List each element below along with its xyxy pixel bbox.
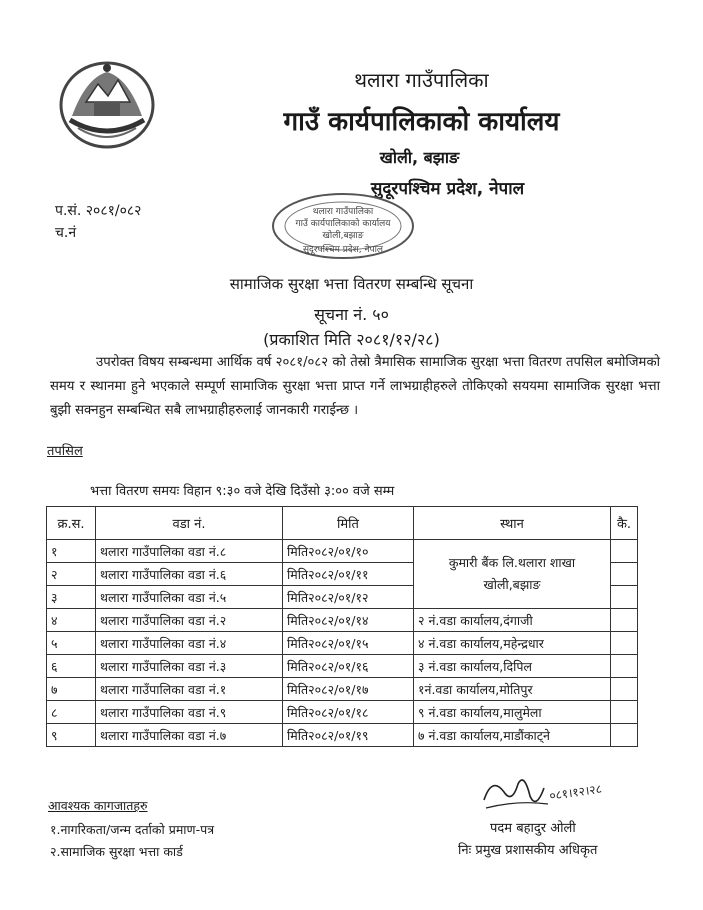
cell-place: ३ नं.वडा कार्यालय,दिपिल bbox=[414, 655, 611, 678]
col-header-date: मिति bbox=[283, 507, 414, 540]
notice-body: उपरोक्त विषय सम्बन्धमा आर्थिक वर्ष २०८१/०८२ को तेस्रो त्रैमासिक सामाजिक सुरक्षा भत्ता वितरण तपसिल बमोजिमको समय र स्थानमा हुने भएकाले सम्पूर्ण सामाजिक सुरक्षा भत्ता प्राप्त गर्ने लाभग्राहीहरुले तोकिएको सययमा सामाजिक सुरक्षा भत्ता बुझी सक्नहुन सम्बन्धित सबै लाभग्राहीहरुलाई जानकारी गराईन्छ । bbox=[50, 355, 660, 418]
cell-sn: ८ bbox=[47, 701, 96, 724]
cell-remark bbox=[611, 586, 638, 609]
cell-ward: थलारा गाउँपालिका वडा नं.२ bbox=[96, 609, 283, 632]
fiscal-year-reference: प.सं. २०८१/०८२ bbox=[55, 203, 142, 219]
cell-sn: ५ bbox=[47, 632, 96, 655]
table-row bbox=[47, 609, 638, 632]
cell-date: मिति२०८२/०१/१० bbox=[283, 540, 414, 563]
cell-date: मिति२०८२/०१/१२ bbox=[283, 586, 414, 609]
table-row bbox=[47, 678, 638, 701]
cell-place: १नं.वडा कार्यालय,मोतिपुर bbox=[414, 678, 611, 701]
distribution-schedule-table bbox=[46, 506, 638, 747]
cell-sn: ४ bbox=[47, 609, 96, 632]
signatory-name: पदम बहादुर ओली bbox=[490, 821, 576, 836]
cell-place: ९ नं.वडा कार्यालय,मालुमेला bbox=[414, 701, 611, 724]
published-date: (प्रकाशित मिति २०८१/१२/२८) bbox=[263, 330, 440, 349]
cell-remark bbox=[611, 678, 638, 701]
table-row bbox=[47, 701, 638, 724]
cell-place: ४ नं.वडा कार्यालय,महेन्द्रधार bbox=[414, 632, 611, 655]
office-location: खोली, बझाङ bbox=[379, 148, 460, 167]
merged-place-line1: कुमारी बैंक लि.थलारा शाखा bbox=[448, 555, 576, 570]
table-row bbox=[47, 540, 638, 563]
table-header-row bbox=[47, 507, 638, 540]
col-header-ward: वडा नं. bbox=[96, 507, 283, 540]
cell-ward: थलारा गाउँपालिका वडा नं.५ bbox=[96, 586, 283, 609]
province-name: सुदूरपश्चिम प्रदेश, नेपाल bbox=[370, 179, 525, 199]
handwritten-signature bbox=[478, 770, 618, 818]
cell-sn: २ bbox=[47, 563, 96, 586]
col-header-sn: क्र.स. bbox=[47, 507, 96, 540]
cell-sn: १ bbox=[47, 540, 96, 563]
svg-text:खोली,बझाङ: खोली,बझाङ bbox=[322, 231, 364, 241]
required-documents-heading: आवश्यक कागजातहरु bbox=[48, 798, 148, 813]
cell-ward: थलारा गाउँपालिका वडा नं.३ bbox=[96, 655, 283, 678]
col-header-remarks: कै. bbox=[611, 507, 638, 540]
cell-ward: थलारा गाउँपालिका वडा नं.९ bbox=[96, 701, 283, 724]
cell-ward: थलारा गाउँपालिका वडा नं.८ bbox=[96, 540, 283, 563]
cell-date: मिति२०८२/०१/१७ bbox=[283, 678, 414, 701]
required-document-item: २.सामाजिक सुरक्षा भत्ता कार्ड bbox=[50, 844, 183, 859]
cell-remark bbox=[611, 724, 638, 747]
cell-place: ७ नं.वडा कार्यालय,माडौंकाट्ने bbox=[414, 724, 611, 747]
col-header-place: स्थान bbox=[414, 507, 611, 540]
office-title: गाउँ कार्यपालिकाको कार्यालय bbox=[283, 107, 560, 137]
cell-date: मिति२०८२/०१/१५ bbox=[283, 632, 414, 655]
cell-date: मिति२०८२/०१/१६ bbox=[283, 655, 414, 678]
cell-sn: ३ bbox=[47, 586, 96, 609]
cell-sn: ७ bbox=[47, 678, 96, 701]
cell-sn: ६ bbox=[47, 655, 96, 678]
svg-text:थलारा गाउँपालिका: थलारा गाउँपालिका bbox=[312, 207, 374, 217]
schedule-heading: तपसिल bbox=[47, 444, 83, 459]
cell-remark bbox=[611, 609, 638, 632]
cell-date: मिति२०८२/०१/१८ bbox=[283, 701, 414, 724]
table-row bbox=[47, 724, 638, 747]
cell-date: मिति२०८२/०१/११ bbox=[283, 563, 414, 586]
cell-remark bbox=[611, 632, 638, 655]
signatory-title: निः प्रमुख प्रशासकीय अधिकृत bbox=[458, 843, 598, 858]
cell-date: मिति२०८२/०१/१९ bbox=[283, 724, 414, 747]
cell-sn: ९ bbox=[47, 724, 96, 747]
table-row bbox=[47, 632, 638, 655]
cell-ward: थलारा गाउँपालिका वडा नं.४ bbox=[96, 632, 283, 655]
cell-remark bbox=[611, 655, 638, 678]
dispatch-number: च.नं bbox=[55, 225, 77, 241]
merged-place-line2: खोली,बझाङ bbox=[483, 577, 541, 592]
office-stamp bbox=[268, 190, 418, 262]
cell-remark bbox=[611, 563, 638, 586]
cell-date: मिति२०८२/०१/१४ bbox=[283, 609, 414, 632]
svg-text:गाउँ कार्यपालिकाको कार्यालय: गाउँ कार्यपालिकाको कार्यालय bbox=[295, 219, 391, 229]
cell-remark bbox=[611, 540, 638, 563]
svg-text:सुदूरपश्चिम प्रदेश, नेपाल: सुदूरपश्चिम प्रदेश, नेपाल bbox=[302, 245, 384, 255]
svg-text:०८१।१२।२८: ०८१।१२।२८ bbox=[548, 781, 603, 803]
cell-place-merged bbox=[414, 540, 611, 609]
cell-remark bbox=[611, 701, 638, 724]
cell-ward: थलारा गाउँपालिका वडा नं.६ bbox=[96, 563, 283, 586]
table-row bbox=[47, 655, 638, 678]
cell-ward: थलारा गाउँपालिका वडा नं.७ bbox=[96, 724, 283, 747]
notice-number: सूचना नं. ५० bbox=[314, 305, 389, 324]
cell-place: २ नं.वडा कार्यालय,दंगाजी bbox=[414, 609, 611, 632]
distribution-time: भत्ता वितरण समयः विहान ९:३० वजे देखि दिउँसो ३:०० वजे सम्म bbox=[90, 484, 395, 499]
required-document-item: १.नागरिकता/जन्म दर्ताको प्रमाण-पत्र bbox=[50, 822, 215, 837]
organization-name: थलारा गाउँपालिका bbox=[354, 68, 489, 92]
cell-ward: थलारा गाउँपालिका वडा नं.१ bbox=[96, 678, 283, 701]
notice-title: सामाजिक सुरक्षा भत्ता वितरण सम्बन्धि सूचना bbox=[229, 275, 474, 293]
